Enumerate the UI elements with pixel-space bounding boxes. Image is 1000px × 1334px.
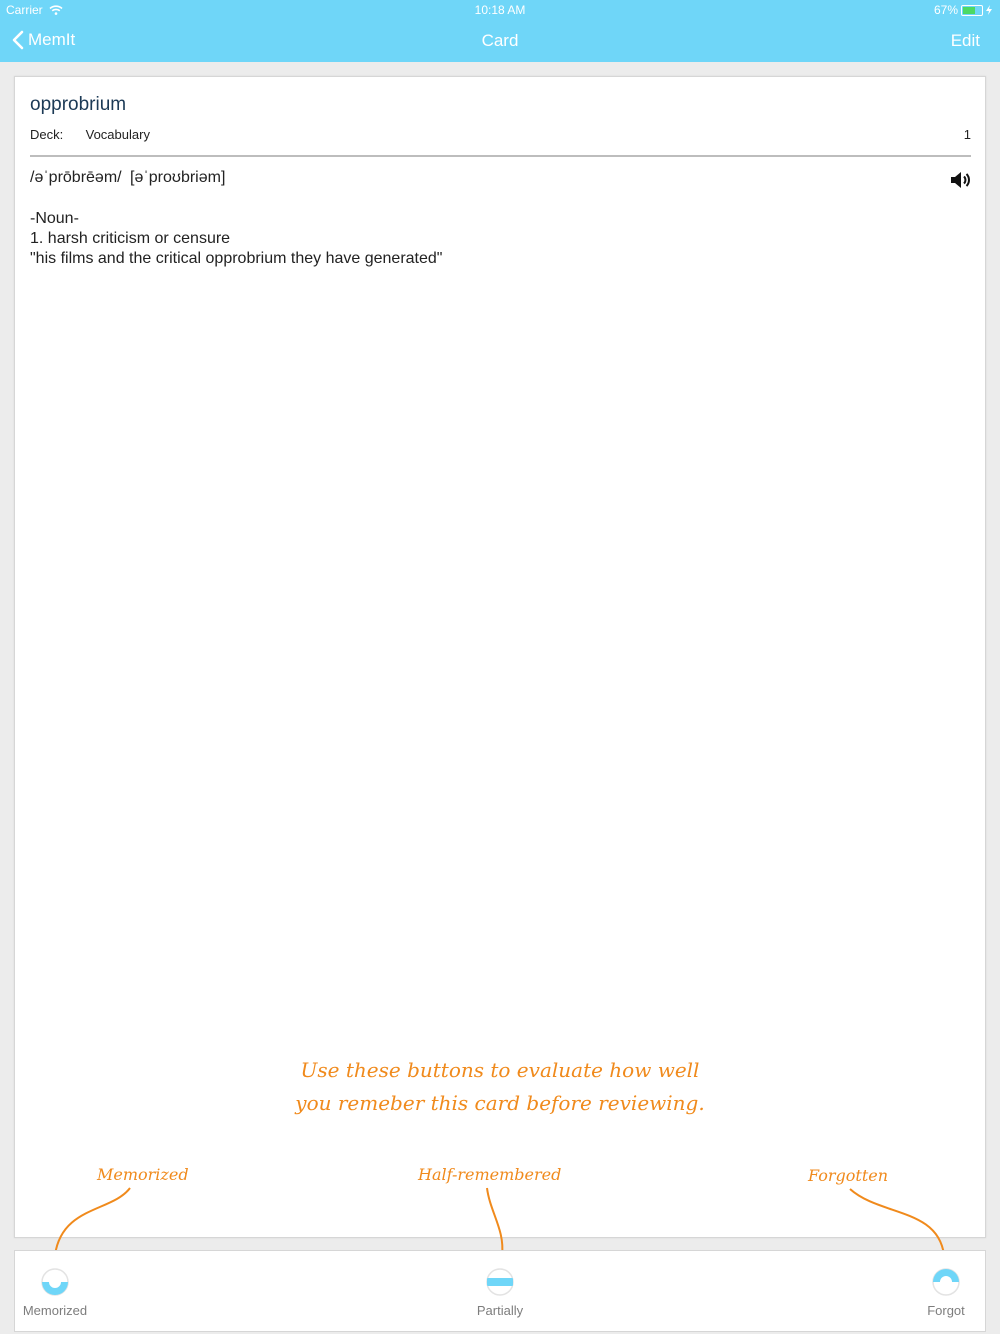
forgot-icon [930,1266,962,1298]
card-word: opprobrium [30,94,127,115]
deck-label: Deck: [30,127,64,142]
annotation-forgotten: Forgotten [808,1166,889,1185]
forgot-label: Forgot [927,1303,965,1318]
definition-line: -Noun- [30,210,79,227]
memorized-button[interactable] [0,1251,115,1331]
carrier-text: Carrier [6,3,43,17]
card-count: 1 [963,127,971,142]
partially-button[interactable] [440,1251,560,1331]
forgot-button[interactable] [886,1251,1000,1331]
memorized-label: Memorized [22,1303,88,1318]
arrow-forgotten [850,1189,944,1255]
clock: 10:18 AM [474,3,526,17]
arrow-memorized [55,1188,130,1255]
hint-line: Use these buttons to evaluate how well [300,1058,700,1082]
partially-label: Partially [476,1303,524,1318]
edit-button[interactable]: Edit [950,31,980,50]
page-title: Card [481,31,519,50]
annotation-half-remembered: Half-remembered [418,1165,562,1184]
pronunciation-2: [əˈproʊbriəm] [130,169,226,186]
hint-line: you remeber this card before reviewing. [295,1091,705,1115]
annotation-memorized: Memorized [97,1165,189,1184]
back-label: MemIt [28,30,76,49]
rating-bar [14,1250,986,1332]
partially-icon [484,1266,516,1298]
definition-line: 1. harsh criticism or censure [30,230,231,247]
battery-percent: 67% [933,3,958,17]
definition-line: "his films and the critical opprobrium they have generated" [30,250,443,267]
memorized-icon [39,1266,71,1298]
pronunciation-1: /əˈprōbrēəm/ [30,169,122,186]
arrow-half-remembered [487,1188,502,1255]
deck-name: Vocabulary [85,127,150,142]
